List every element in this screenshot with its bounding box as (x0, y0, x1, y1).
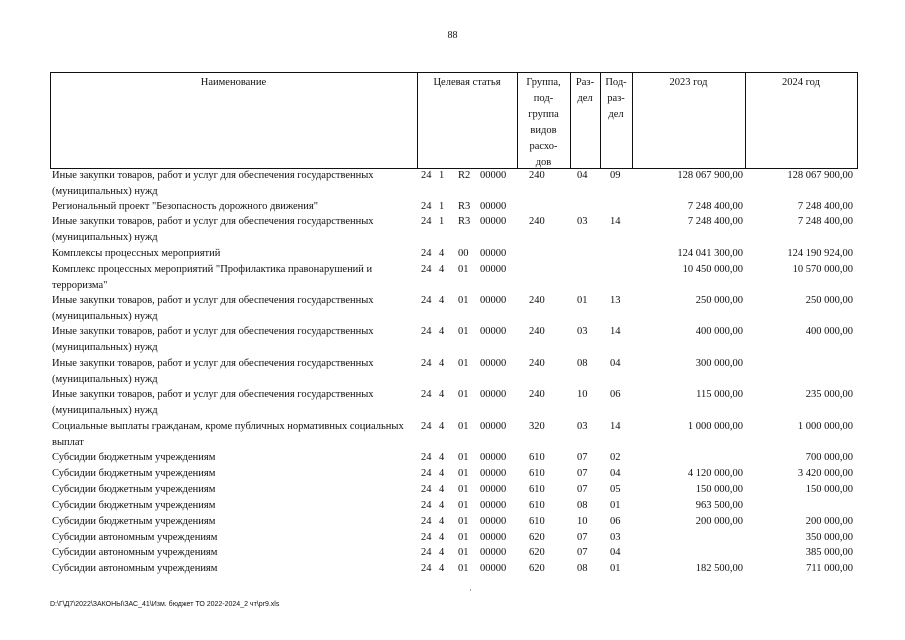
cell-sub: 02 (610, 452, 621, 463)
cell-k1: 24 (421, 421, 432, 432)
cell-name: Субсидии автономным учреждениям (52, 563, 218, 574)
cell-y23: 124 041 300,00 (677, 248, 743, 259)
cell-grp: 610 (529, 468, 545, 479)
cell-sec: 10 (577, 389, 588, 400)
cell-name: Субсидии автономным учреждениям (52, 547, 218, 558)
header-2023: 2023 год (669, 77, 708, 88)
cell-k1: 24 (421, 295, 432, 306)
cell-name: Иные закупки товаров, работ и услуг для обеспечения государственных (муниципальных) нужд (52, 170, 374, 197)
cell-k3: R3 (458, 201, 471, 212)
cell-k4: 00000 (480, 500, 507, 511)
cell-y24: 350 000,00 (805, 532, 853, 543)
cell-k3: 01 (458, 516, 469, 527)
cell-grp: 240 (529, 389, 545, 400)
cell-k4: 00000 (480, 452, 507, 463)
cell-k3: 01 (458, 500, 469, 511)
cell-k1: 24 (421, 452, 432, 463)
cell-y24: 150 000,00 (805, 484, 853, 495)
cell-k1: 24 (421, 264, 432, 275)
cell-k3: 01 (458, 358, 469, 369)
cell-sec: 10 (577, 516, 588, 527)
cell-k2: 4 (439, 248, 445, 259)
cell-sub: 06 (610, 389, 621, 400)
cell-name: Комплекс процессных мероприятий "Профилактика правонарушений и терроризма" (52, 264, 373, 291)
cell-name: Иные закупки товаров, работ и услуг для обеспечения государственных (муниципальных) нужд (52, 216, 374, 243)
cell-grp: 240 (529, 326, 545, 337)
cell-sub: 14 (610, 216, 621, 227)
cell-k4: 00000 (480, 170, 507, 181)
cell-k1: 24 (421, 358, 432, 369)
header-section: Раз- дел (575, 77, 595, 104)
cell-name: Иные закупки товаров, работ и услуг для обеспечения государственных (муниципальных) нужд (52, 358, 374, 385)
header-group: Группа, под- группа видов расхо- дов (526, 77, 561, 168)
cell-sec: 03 (577, 216, 588, 227)
cell-sub: 06 (610, 516, 621, 527)
cell-y23: 7 248 400,00 (687, 201, 743, 212)
cell-k3: 01 (458, 295, 469, 306)
cell-grp: 610 (529, 484, 545, 495)
cell-y23: 250 000,00 (695, 295, 743, 306)
cell-k4: 00000 (480, 484, 507, 495)
cell-sub: 13 (610, 295, 621, 306)
cell-y24: 7 248 400,00 (797, 201, 853, 212)
cell-y24: 10 570 000,00 (792, 264, 853, 275)
cell-y24: 128 067 900,00 (787, 170, 853, 181)
cell-grp: 620 (529, 547, 545, 558)
cell-k3: 01 (458, 452, 469, 463)
cell-k1: 24 (421, 468, 432, 479)
cell-k3: R3 (458, 216, 471, 227)
file-path: D:\Г\Д7\2022\ЗАКОНЫ\ЗАС_41\Изм. бюджет ТО 2022-2024_2 чт\pr9.xls (50, 601, 280, 608)
header-target: Целевая статья (433, 77, 501, 88)
cell-k2: 4 (439, 295, 445, 306)
cell-y24: 7 248 400,00 (797, 216, 853, 227)
cell-sec: 03 (577, 326, 588, 337)
page-number: 88 (447, 30, 458, 41)
cell-sub: 04 (610, 358, 621, 369)
cell-k1: 24 (421, 389, 432, 400)
cell-k3: 01 (458, 264, 469, 275)
cell-name: Комплексы процессных мероприятий (52, 248, 221, 259)
cell-name: Субсидии автономным учреждениям (52, 532, 218, 543)
cell-k4: 00000 (480, 421, 507, 432)
cell-sec: 08 (577, 358, 588, 369)
cell-k4: 00000 (480, 547, 507, 558)
cell-k1: 24 (421, 563, 432, 574)
cell-name: Иные закупки товаров, работ и услуг для обеспечения государственных (муниципальных) нужд (52, 389, 374, 416)
cell-k3: 00 (458, 248, 469, 259)
cell-k2: 1 (439, 170, 445, 181)
cell-grp: 240 (529, 295, 545, 306)
cell-sub: 01 (610, 500, 621, 511)
cell-y24: 385 000,00 (805, 547, 853, 558)
cell-sub: 14 (610, 326, 621, 337)
cell-sec: 07 (577, 532, 588, 543)
cell-y24: 124 190 924,00 (787, 248, 853, 259)
cell-k1: 24 (421, 547, 432, 558)
cell-sub: 14 (610, 421, 621, 432)
cell-y23: 182 500,00 (695, 563, 743, 574)
cell-sub: 03 (610, 532, 621, 543)
cell-k1: 24 (421, 216, 432, 227)
cell-k4: 00000 (480, 295, 507, 306)
cell-y23: 10 450 000,00 (682, 264, 743, 275)
cell-y23: 400 000,00 (695, 326, 743, 337)
cell-k2: 4 (439, 484, 445, 495)
cell-grp: 240 (529, 358, 545, 369)
cell-k3: 01 (458, 563, 469, 574)
cell-k3: 01 (458, 468, 469, 479)
cell-grp: 620 (529, 563, 545, 574)
cell-k4: 00000 (480, 248, 507, 259)
cell-k3: 01 (458, 547, 469, 558)
col-divider (857, 72, 858, 169)
cell-k2: 4 (439, 468, 445, 479)
cell-sub: 05 (610, 484, 621, 495)
cell-k1: 24 (421, 532, 432, 543)
cell-y23: 7 248 400,00 (687, 216, 743, 227)
cell-y24: 235 000,00 (805, 389, 853, 400)
cell-grp: 240 (529, 170, 545, 181)
cell-y23: 300 000,00 (695, 358, 743, 369)
cell-sub: 04 (610, 547, 621, 558)
cell-y23: 1 000 000,00 (687, 421, 743, 432)
cell-k4: 00000 (480, 468, 507, 479)
cell-y24: 1 000 000,00 (797, 421, 853, 432)
cell-sub: 01 (610, 563, 621, 574)
cell-k4: 00000 (480, 358, 507, 369)
cell-sec: 07 (577, 452, 588, 463)
cell-k2: 4 (439, 516, 445, 527)
cell-k2: 4 (439, 358, 445, 369)
cell-k4: 00000 (480, 532, 507, 543)
cell-k2: 4 (439, 264, 445, 275)
cell-name: Субсидии бюджетным учреждениям (52, 452, 216, 463)
cell-k4: 00000 (480, 264, 507, 275)
cell-k1: 24 (421, 484, 432, 495)
cell-y24: 250 000,00 (805, 295, 853, 306)
cell-y23: 128 067 900,00 (677, 170, 743, 181)
cell-k2: 4 (439, 326, 445, 337)
cell-k1: 24 (421, 500, 432, 511)
cell-y23: 963 500,00 (695, 500, 743, 511)
cell-k3: 01 (458, 532, 469, 543)
cell-grp: 610 (529, 516, 545, 527)
cell-y23: 150 000,00 (695, 484, 743, 495)
cell-k1: 24 (421, 326, 432, 337)
cell-k4: 00000 (480, 326, 507, 337)
cell-name: Иные закупки товаров, работ и услуг для обеспечения государственных (муниципальных) нужд (52, 295, 374, 322)
header-subsection: Под- раз- дел (605, 77, 627, 120)
cell-name: Иные закупки товаров, работ и услуг для обеспечения государственных (муниципальных) нужд (52, 326, 374, 353)
cell-k1: 24 (421, 201, 432, 212)
cell-sec: 07 (577, 484, 588, 495)
cell-k2: 4 (439, 547, 445, 558)
cell-grp: 620 (529, 532, 545, 543)
cell-y24: 400 000,00 (805, 326, 853, 337)
scan-dot: ˙ (469, 588, 472, 598)
cell-sec: 04 (577, 170, 588, 181)
cell-y23: 115 000,00 (696, 389, 743, 400)
cell-k4: 00000 (480, 389, 507, 400)
cell-k3: R2 (458, 170, 471, 181)
cell-k3: 01 (458, 421, 469, 432)
cell-k1: 24 (421, 516, 432, 527)
header-name: Наименование (200, 77, 267, 88)
cell-y24: 711 000,00 (806, 563, 853, 574)
cell-k1: 24 (421, 170, 432, 181)
cell-sec: 07 (577, 468, 588, 479)
cell-name: Субсидии бюджетным учреждениям (52, 484, 216, 495)
cell-k4: 00000 (480, 516, 507, 527)
cell-y23: 200 000,00 (695, 516, 743, 527)
cell-y24: 200 000,00 (805, 516, 853, 527)
cell-sec: 03 (577, 421, 588, 432)
cell-name: Субсидии бюджетным учреждениям (52, 500, 216, 511)
cell-sec: 08 (577, 500, 588, 511)
cell-k2: 4 (439, 452, 445, 463)
cell-y24: 700 000,00 (805, 452, 853, 463)
cell-sub: 04 (610, 468, 621, 479)
cell-y23: 4 120 000,00 (687, 468, 743, 479)
cell-k2: 4 (439, 500, 445, 511)
cell-grp: 240 (529, 216, 545, 227)
cell-sec: 08 (577, 563, 588, 574)
cell-k4: 00000 (480, 563, 507, 574)
cell-name: Социальные выплаты гражданам, кроме публичных нормативных социальных выплат (52, 421, 404, 448)
cell-name: Субсидии бюджетным учреждениям (52, 468, 216, 479)
cell-grp: 610 (529, 500, 545, 511)
cell-k2: 1 (439, 216, 445, 227)
cell-name: Субсидии бюджетным учреждениям (52, 516, 216, 527)
cell-k2: 4 (439, 389, 445, 400)
cell-grp: 610 (529, 452, 545, 463)
header-2024: 2024 год (782, 77, 820, 88)
cell-sec: 07 (577, 547, 588, 558)
cell-sec: 01 (577, 295, 588, 306)
cell-name: Региональный проект "Безопасность дорожного движения" (52, 201, 319, 212)
cell-y24: 3 420 000,00 (797, 468, 853, 479)
cell-k2: 4 (439, 532, 445, 543)
cell-sub: 09 (610, 170, 621, 181)
cell-k2: 4 (439, 563, 445, 574)
cell-k3: 01 (458, 389, 469, 400)
cell-k4: 00000 (480, 201, 507, 212)
cell-k3: 01 (458, 484, 469, 495)
cell-k3: 01 (458, 326, 469, 337)
cell-k2: 4 (439, 421, 445, 432)
cell-k1: 24 (421, 248, 432, 259)
cell-k4: 00000 (480, 216, 507, 227)
cell-grp: 320 (529, 421, 545, 432)
cell-k2: 1 (439, 201, 445, 212)
